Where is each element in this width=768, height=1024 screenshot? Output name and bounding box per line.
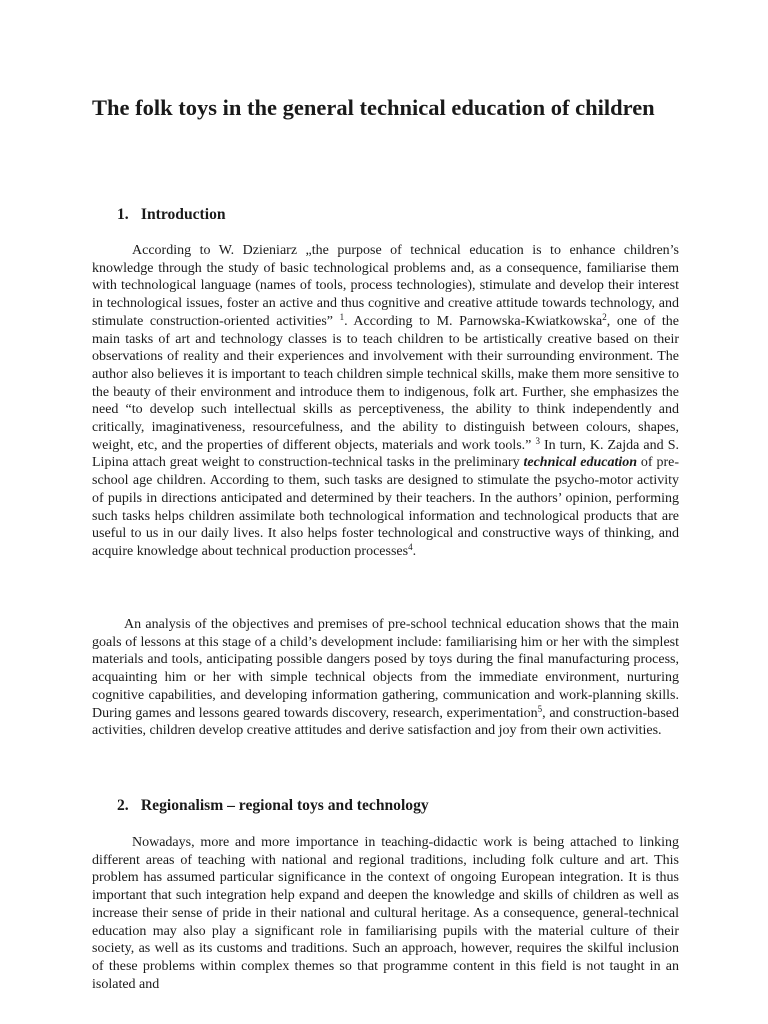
section-number: 2. — [117, 797, 129, 814]
text-run: According to W. Dzieniarz „the purpose of technical education is to enhance children’s knowledge through the study of basic technological problems and, as a consequence, familiarise them with technological language (names of tools, process technologies), stimulate and develop their interest in technological issues, foster an active and thus cognitive and creative attitude towards technology, and stimulate construction-oriented activities” — [92, 243, 679, 329]
text-run: In turn, K. Zajda and S. Lipina attach great weight to construction-technical tasks in the preliminary — [92, 437, 679, 471]
text-run: . According to M. Parnowska-Kwiatkowska — [344, 313, 603, 329]
text-run: , one of the main tasks of art and technology classes is to teach children to be artistically creative based on their observations of reality and their experiences and involvement with their surrounding environment. The author also believes it is important to teach children simple technical skills, make them more sensitive to the beauty of their environment and introduce them to indigenous, folk art. Further, she emphasizes the need “to develop such intellectual skills as perceptiveness, the ability to think independently and critically, imaginativeness, resourcefulness, and the ability to distinguish between colours, shapes, weight, etc, and the properties of different objects, materials and work tools.” — [92, 313, 679, 453]
footnote-ref-1: 1 — [339, 311, 345, 322]
emphasis-technical-education: technical education — [523, 455, 638, 471]
paragraph-introduction-1 — [92, 242, 679, 561]
footnote-ref-4: 4 — [408, 541, 413, 552]
paragraph-introduction-2 — [92, 616, 679, 740]
section-heading-regionalism — [117, 796, 429, 816]
section-heading-introduction — [117, 205, 226, 225]
text-run: . — [412, 543, 417, 559]
footnote-ref-2: 2 — [602, 311, 607, 322]
text-run: An analysis of the objectives and premises of pre-school technical education shows that the main goals of lessons at this stage of a child’s development include: familiarising him or her with the simplest materials and tools, anticipating possible dangers posed by toys during the final manufacturing process, acquainting him or her with simple technical objects from the immediate environment, nurturing cognitive capabilities, and developing information gathering, communication and work-planning skills. During games and lessons geared towards discovery, research, experimentation — [92, 617, 679, 721]
paragraph-regionalism-1: Nowadays, more and more importance in teaching-didactic work is being attached to linking different areas of teaching with national and regional traditions, including folk culture and art. This problem has assumed particular significance in the context of ongoing European integration. It is thus important that such integration help expand and deepen the knowledge and skills of children as well as increase their sense of pride in their national and cultural heritage. As a consequence, general-technical education may also play a significant role in familiarising pupils with the material culture of their society, as well as its customs and traditions. Such an approach, however, requires the skilful inclusion of these problems within complex themes so that programme content in this field is not taught in an isolated and — [92, 835, 679, 992]
text-run: of pre-school age children. According to them, such tasks are designed to stimulate the psycho-motor activity of pupils in directions anticipated and determined by their teachers. In the authors’ opinion, performing such tasks helps children assimilate both technological information and technological products that are useful to us in our daily lives. It also helps foster technological and constructive ways of thinking, and acquire knowledge about technical production processes — [92, 455, 680, 559]
section-title: Regionalism – regional toys and technology — [140, 797, 429, 814]
footnote-ref-3: 3 — [535, 435, 540, 446]
document-title: The folk toys in the general technical education of children — [92, 95, 655, 120]
section-number: 1. — [117, 206, 129, 223]
text-run: , and construction-based activities, children develop creative attitudes and derive satisfaction and joy from their own activities. — [92, 705, 679, 739]
section-title: Introduction — [140, 206, 226, 223]
footnote-ref-5: 5 — [537, 703, 543, 714]
